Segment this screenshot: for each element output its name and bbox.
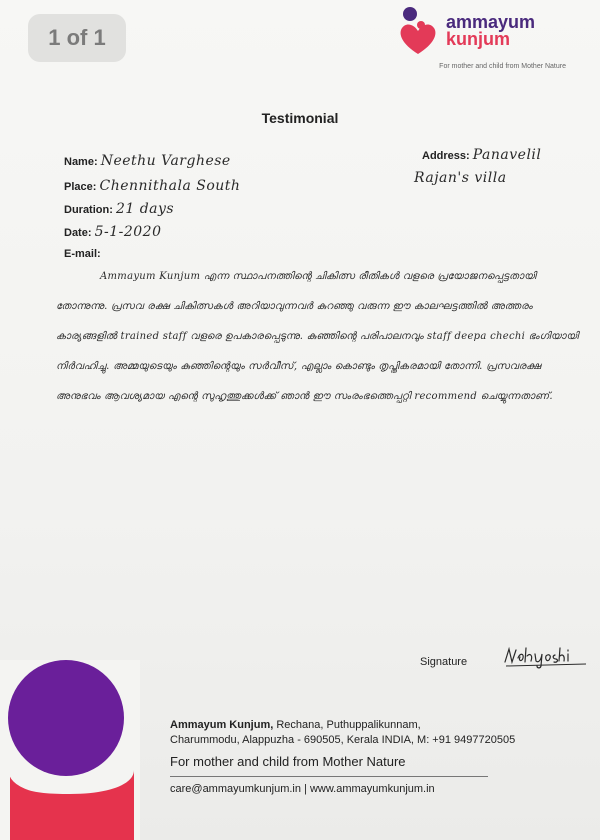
address-line2: Rajan's villa [414, 170, 507, 186]
date-label: Date: [64, 227, 92, 239]
date-value: 5-1-2020 [94, 224, 162, 240]
address-label: Address: [422, 150, 470, 162]
brand-name-line1: ammayum [446, 12, 536, 32]
duration-value: 21 days [115, 201, 175, 217]
footer-contact[interactable]: care@ammayumkunjum.in | www.ammayumkunjum.in [170, 783, 435, 795]
name-label: Name: [64, 156, 98, 168]
email-label: E-mail: [64, 248, 101, 260]
place-label: Place: [64, 181, 97, 193]
footer-tagline: For mother and child from Mother Nature [170, 754, 406, 769]
brand-logo [396, 4, 566, 74]
testimonial-body: Ammayum Kunjum എന്ന സ്ഥാപനത്തിന്റെ ചികിത്സ രീതികൾ വളരെ പ്രയോജനപ്പെട്ടതായി തോന്നുന്നു. പ്രസവ രക്ഷ ചികിത്സകൾ അറിയാവുന്നവർ കുറഞ്ഞു വരുന്ന ഈ കാലഘട്ടത്തിൽ അത്തരം കാര്യങ്ങളിൽ trained staff വളരെ ഉപകാരപ്പെടുന്നു. കുഞ്ഞിന്റെ പരിപാലനവും staff deepa chechi ഭംഗിയായി നിർവഹിച്ചു. അമ്മയുടെയും കുഞ്ഞിന്റെയും സർവീസ്, എല്ലാം കൊണ്ടും തൃപ്തികരമായി തോന്നി. പ്രസവരക്ഷ അനുഭവം ആവശ്യമായ എന്റെ സുഹൃത്തുക്കൾക്ക് ഞാൻ ഈ സംരംഭത്തെപ്പറ്റി recommend ചെയ്യുന്നതാണ്. [56, 271, 579, 402]
brand-tagline: For mother and child from Mother Nature [439, 63, 566, 70]
date-field [64, 224, 161, 240]
company-name: Ammayum Kunjum, [170, 719, 274, 731]
place-field [64, 178, 240, 194]
footer-brand-graphic-icon [0, 660, 140, 840]
page-title: Testimonial [261, 110, 339, 126]
duration-field [64, 201, 174, 217]
brand-name [446, 14, 535, 48]
letterhead-footer [170, 718, 590, 795]
footer-divider [170, 776, 488, 777]
mother-child-logo-icon [396, 4, 440, 56]
place-value: Chennithala South [99, 178, 241, 194]
address-line2-row [414, 170, 507, 186]
brand-name-line2: kunjum [446, 29, 511, 49]
duration-label: Duration: [64, 204, 113, 216]
name-value: Neethu Varghese [100, 153, 231, 169]
company-details [170, 718, 590, 748]
email-field [64, 245, 101, 261]
company-address-1: Rechana, Puthuppalikunnam, [273, 719, 421, 731]
signature-block [420, 652, 467, 670]
signature-label: Signature [420, 656, 468, 668]
address-field [422, 147, 541, 163]
page-indicator[interactable]: 1 of 1 [28, 14, 126, 62]
company-address-2: Charummodu, Alappuzha - 690505, Kerala INDIA, M: +91 9497720505 [170, 734, 516, 746]
name-field [64, 153, 231, 169]
handwritten-signature-icon [502, 644, 590, 670]
address-line1: Panavelil [472, 147, 542, 163]
